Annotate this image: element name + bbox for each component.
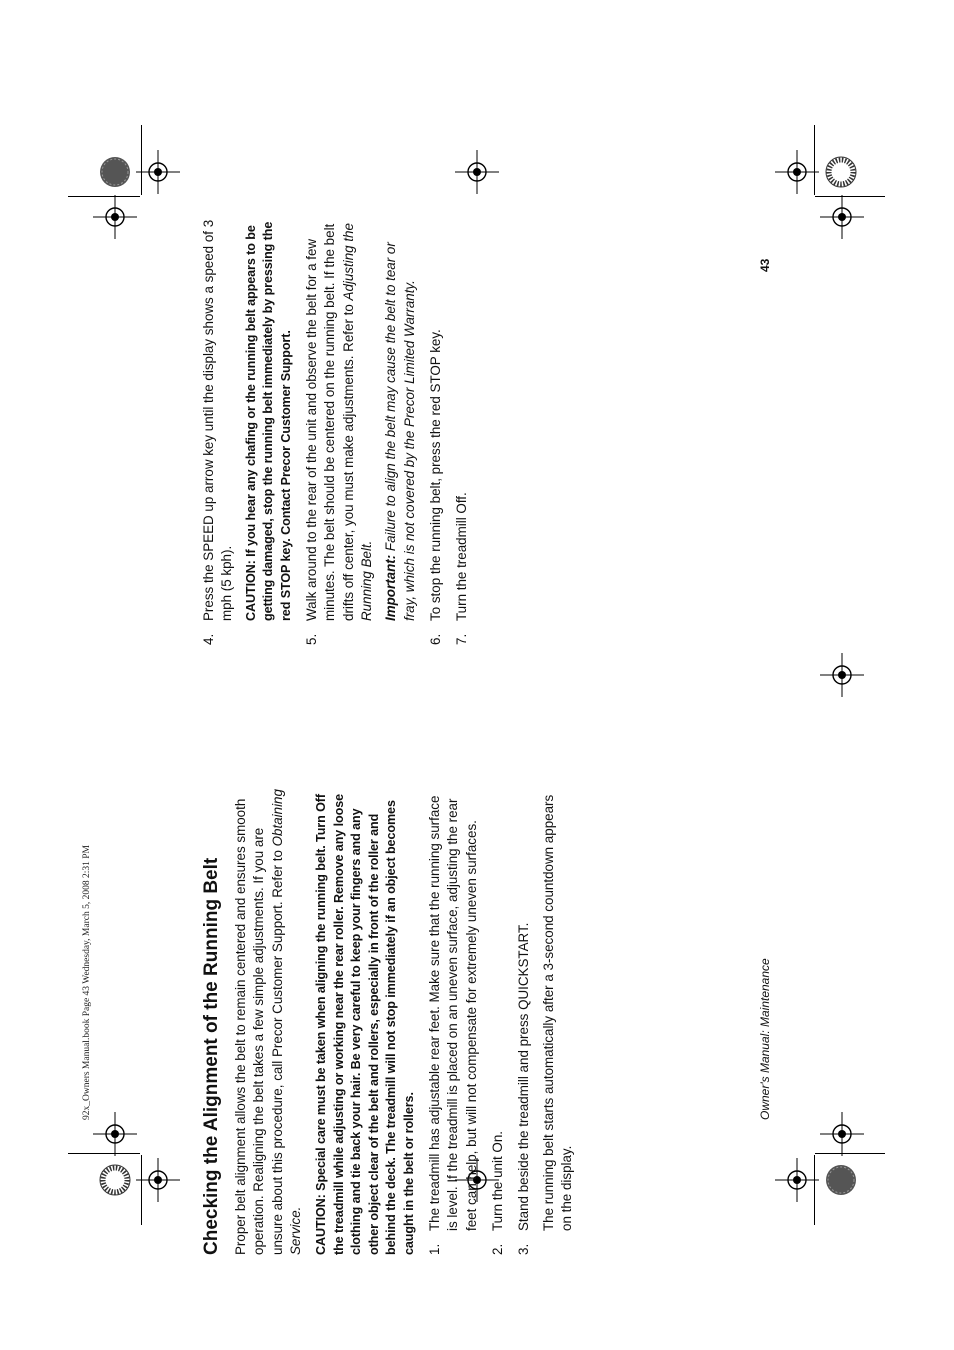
steps-list-a	[426, 785, 576, 1255]
list-item: 6. To stop the running belt, press the red STOP key.	[427, 329, 443, 645]
crop-line	[141, 1155, 142, 1225]
obtaining-service-ref: Obtaining Service.	[269, 789, 303, 1255]
crop-line	[68, 196, 140, 197]
registration-target-icon	[136, 150, 180, 194]
list-item: 5. Walk around to the rear of the unit and observe the belt for a few minutes. The belt should be centered on the running belt. If the belt drifts off center, you must make adjustments. Refer to Adjusting the Running Belt. Important: Failure to align the belt may cause the belt to tear or fray, which is not covered by the Precor Limited Warranty.	[303, 215, 419, 645]
intro-paragraph: Proper belt alignment allows the belt to remain centered and ensures smooth operation. Realigning the belt takes a few simple adjustments. If you are unsure about this procedure, call Precor Customer Support. Refer to Obtaining Service.	[233, 789, 303, 1255]
right-column	[200, 215, 479, 645]
manual-title-footer: Owner's Manual: Maintenance	[758, 958, 772, 1120]
section-title: Checking the Alignment of the Running Belt	[201, 857, 222, 1255]
list-item: 1. The treadmill has adjustable rear feet. Make sure that the running surface is level. If the treadmill is placed on an uneven surface, adjusting the rear feet can help, but will not compensate for extremely uneven surfaces.	[427, 795, 479, 1255]
page-number: 43	[758, 258, 772, 272]
page-content	[200, 175, 954, 1255]
list-item: 3. Stand beside the treadmill and press QUICKSTART. The running belt starts automatically after a 3-second countdown appears on the display.	[515, 785, 576, 1255]
left-column	[200, 785, 584, 1255]
list-item: 2. Turn the unit On.	[490, 1131, 506, 1255]
registration-target-icon	[93, 1112, 137, 1156]
list-item: 7. Turn the treadmill Off.	[454, 492, 470, 645]
caution-block: CAUTION: Special care must be taken when aligning the running belt. Turn Off the treadmill while adjusting or working near the rear roller. Remove any loose clothing and tie back your hair. Be very careful to keep your fingers and any other object clear of the belt and rollers, especially in front of the roller and behind the deck. The treadmill will not stop immediately if an object becomes caught in the belt or rollers.	[314, 794, 416, 1255]
caution-block: CAUTION: If you hear any chafing or the running belt appears to be getting damaged, stop the running belt immediately by pressing the red STOP key. Contact Precor Customer Support.	[243, 221, 293, 621]
important-note: Important: Failure to align the belt may cause the belt to tear or fray, which is not covered by the Precor Limited Warranty.	[383, 242, 417, 621]
file-info-header: 92x_Owners Manual.book Page 43 Wednesday, March 5, 2008 2:31 PM	[82, 845, 92, 1120]
registration-target-icon	[93, 195, 137, 239]
registration-target-icon	[136, 1158, 180, 1202]
crop-line	[68, 1153, 140, 1154]
steps-list-b	[200, 215, 471, 645]
step-note: The running belt starts automatically after a 3-second countdown appears on the display.	[540, 794, 574, 1231]
crop-line	[141, 125, 142, 195]
adjusting-belt-ref: Adjusting the Running Belt.	[340, 223, 374, 621]
color-wheel-icon	[99, 156, 131, 188]
list-item: 4. Press the SPEED up arrow key until the display shows a speed of 3 mph (5 kph). CAUTION: If you hear any chafing or the running belt appears to be getting damaged, stop the running belt immediately by pressing the red STOP key. Contact Precor Customer Support.	[200, 215, 295, 645]
color-wheel-icon	[99, 1164, 131, 1196]
